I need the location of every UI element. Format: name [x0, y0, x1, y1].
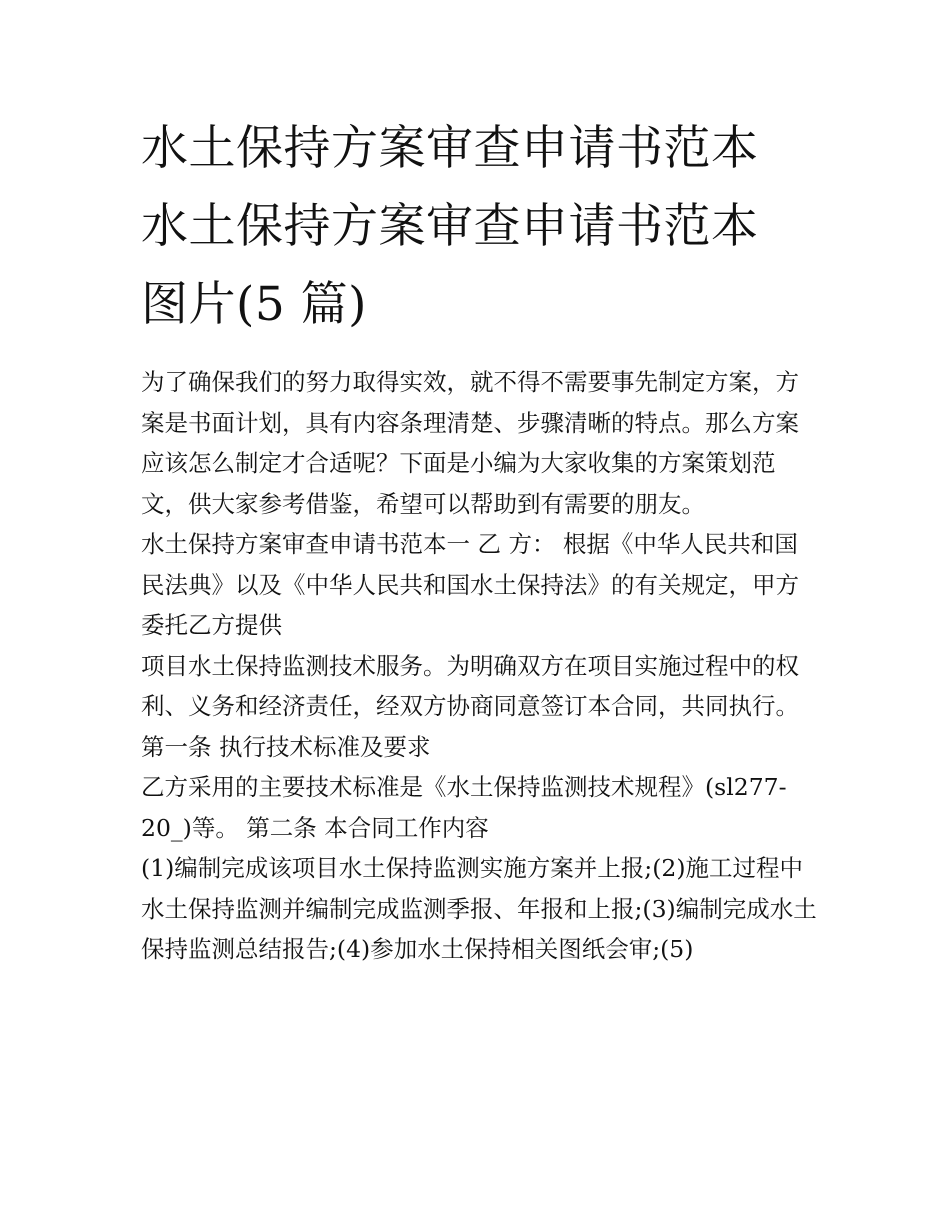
section-paragraph: 水土保持方案审查申请书范本一 乙 方： 根据《中华人民共和国民法典》以及《中华人民共和国水土保持法》的有关规定，甲方委托乙方提供	[141, 530, 799, 639]
standards-paragraph: 乙方采用的主要技术标准是《水土保持监测技术规程》(sl277-20_)等。 第二条 本合同工作内容	[141, 773, 787, 842]
title-line-3: 图片(5 篇)	[141, 277, 368, 332]
intro-paragraph: 为了确保我们的努力取得实效，就不得不需要事先制定方案，方案是书面计划，具有内容条理清楚、步骤清晰的特点。那么方案应该怎么制定才合适呢？下面是小编为大家收集的方案策划范文，供大家参考借鉴，希望可以帮助到有需要的朋友。	[141, 368, 799, 518]
service-paragraph: 项目水土保持监测技术服务。为明确双方在项目实施过程中的权利、义务和经济责任，经双方协商同意签订本合同，共同执行。 第一条 执行技术标准及要求	[141, 651, 799, 761]
title-line-1: 水土保持方案审查申请书范本	[141, 121, 759, 176]
document-page	[141, 110, 821, 970]
title-line-2: 水土保持方案审查申请书范本	[141, 199, 759, 254]
work-content-paragraph: (1)编制完成该项目水土保持监测实施方案并上报;(2)施工过程中水土保持监测并编制完成监测季报、年报和上报;(3)编制完成水土保持监测总结报告;(4)参加水土保持相关图纸会审;(5)	[141, 854, 817, 963]
document-title	[141, 110, 821, 344]
